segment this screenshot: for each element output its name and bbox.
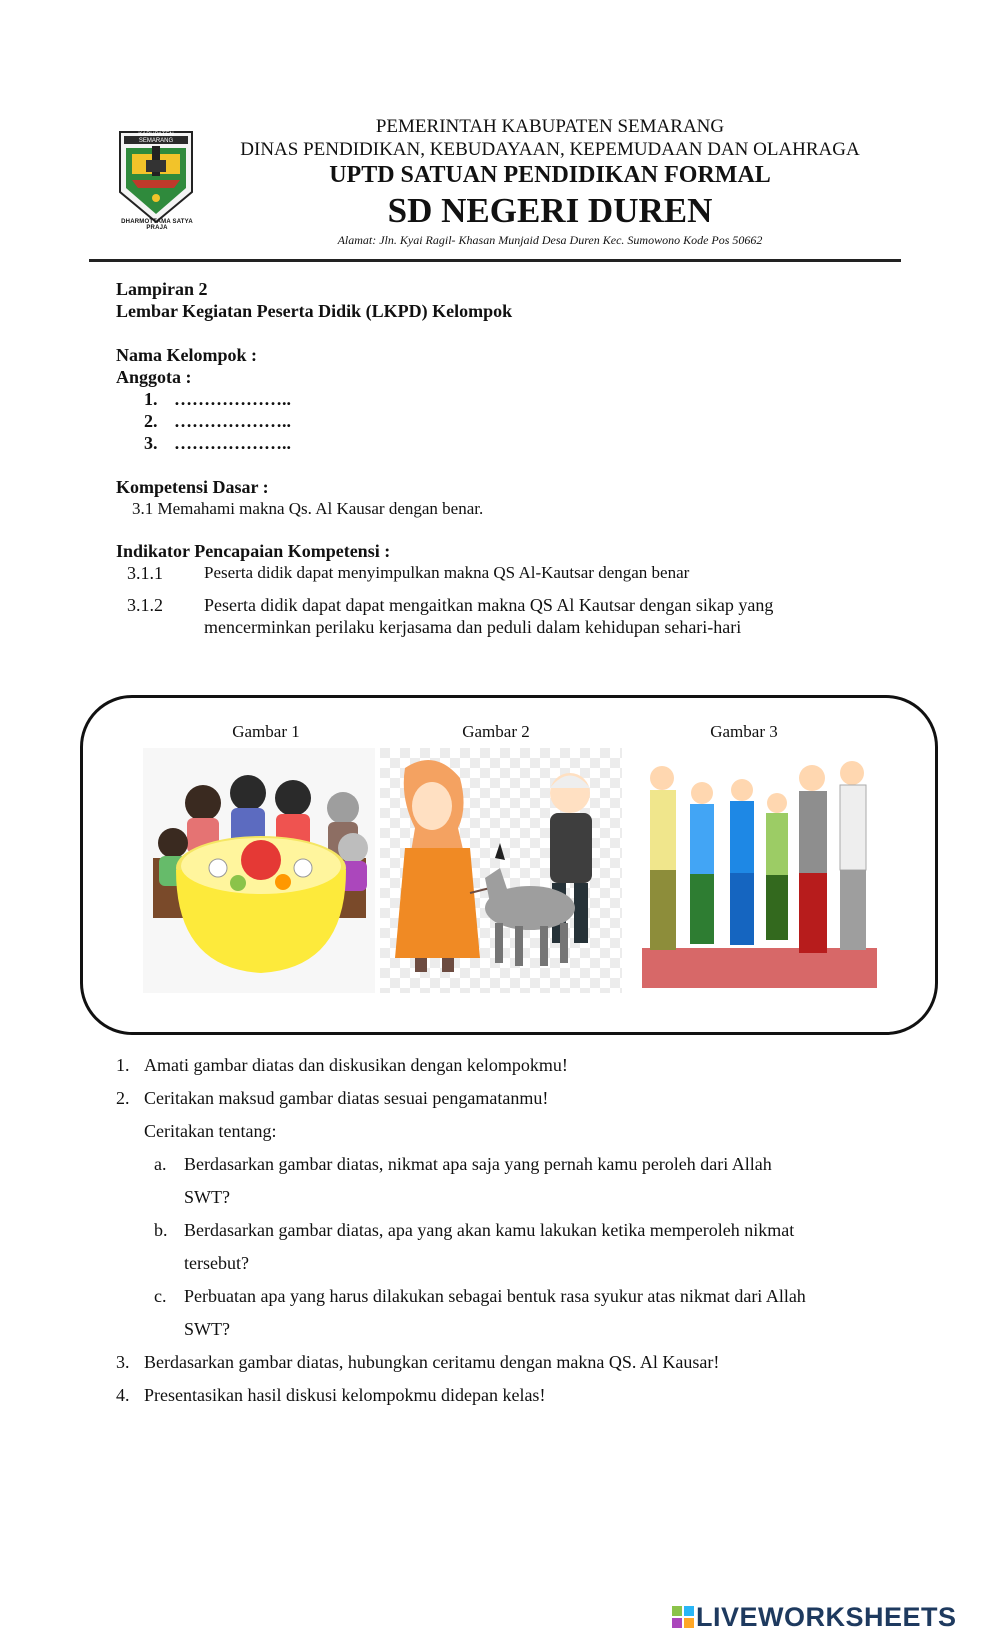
indicator-text-continued: mencerminkan perilaku kerjasama dan peduli dalam kehidupan sehari-hari xyxy=(204,617,742,637)
task-lead-text: Ceritakan tentang: xyxy=(144,1121,277,1141)
task-text: Berdasarkan gambar diatas, hubungkan ceritamu dengan makna QS. Al Kausar! xyxy=(144,1352,720,1372)
task-number: 3. xyxy=(116,1352,130,1372)
subtask-text: Berdasarkan gambar diatas, nikmat apa saja yang pernah kamu peroleh dari Allah xyxy=(184,1154,772,1174)
task-number: 4. xyxy=(116,1385,130,1405)
task-text: Amati gambar diatas dan diskusikan dengan kelompokmu! xyxy=(144,1055,568,1075)
school-name: SD NEGERI DUREN xyxy=(387,191,713,230)
liveworksheets-logo-icon xyxy=(672,1606,694,1628)
task-text: Ceritakan maksud gambar diatas sesuai pengamatanmu! xyxy=(144,1088,549,1108)
subtask-letter: b. xyxy=(154,1220,168,1240)
basic-competency: 3.1 Memahami makna Qs. Al Kausar dengan benar. xyxy=(132,499,484,518)
logo-top-text: KABUPATEN SEMARANG xyxy=(138,132,174,144)
attachment-label: Lampiran 2 xyxy=(116,279,208,299)
members-label: Anggota : xyxy=(116,367,192,387)
picture-caption-1: Gambar 1 xyxy=(232,722,300,741)
member-number: 3. xyxy=(144,433,158,453)
family-meal-illustration xyxy=(143,748,375,993)
indicator-number: 3.1.1 xyxy=(127,563,163,583)
indicator-number: 3.1.2 xyxy=(127,595,163,615)
regency-logo xyxy=(116,130,196,226)
member-blank: ……………….. xyxy=(174,411,291,431)
subtask-letter: a. xyxy=(154,1154,167,1174)
picture-caption-2: Gambar 2 xyxy=(462,722,530,741)
subtask-text-continued: SWT? xyxy=(184,1187,230,1207)
member-blank: ……………….. xyxy=(174,433,291,453)
subtask-text: Berdasarkan gambar diatas, apa yang akan kamu lakukan ketika memperoleh nikmat xyxy=(184,1220,795,1240)
logo-caption: DHARMOTTAMA SATYA PRAJA xyxy=(121,219,193,231)
header-unit: UPTD SATUAN PENDIDIKAN FORMAL xyxy=(329,162,771,188)
goat-sharing-illustration xyxy=(380,748,622,993)
task-number: 1. xyxy=(116,1055,130,1075)
congregational-prayer-illustration xyxy=(642,748,877,993)
member-blank: ……………….. xyxy=(174,389,291,409)
indicator-text: Peserta didik dapat dapat mengaitkan makna QS Al Kautsar dengan sikap yang xyxy=(204,595,774,615)
task-text: Presentasikan hasil diskusi kelompokmu didepan kelas! xyxy=(144,1385,546,1405)
subtask-letter: c. xyxy=(154,1286,167,1306)
indicators-label: Indikator Pencapaian Kompetensi : xyxy=(116,541,391,561)
header-divider xyxy=(89,259,901,262)
task-number: 2. xyxy=(116,1088,130,1108)
indicator-text: Peserta didik dapat menyimpulkan makna QS Al-Kautsar dengan benar xyxy=(204,563,690,582)
subtask-text: Perbuatan apa yang harus dilakukan sebagai bentuk rasa syukur atas nikmat dari Allah xyxy=(184,1286,806,1306)
header-government: PEMERINTAH KABUPATEN SEMARANG xyxy=(375,116,725,137)
basic-competency-label: Kompetensi Dasar : xyxy=(116,477,269,497)
group-name-label: Nama Kelompok : xyxy=(116,345,257,365)
liveworksheets-watermark[interactable]: LIVEWORKSHEETS xyxy=(696,1602,957,1632)
subtask-text-continued: SWT? xyxy=(184,1319,230,1339)
header-department: DINAS PENDIDIKAN, KEBUDAYAAN, KEPEMUDAAN DAN OLAHRAGA xyxy=(240,139,860,160)
member-number: 1. xyxy=(144,389,158,409)
school-address: Alamat: Jln. Kyai Ragil- Khasan Munjaid Desa Duren Kec. Sumowono Kode Pos 50662 xyxy=(337,233,763,247)
member-number: 2. xyxy=(144,411,158,431)
subtask-text-continued: tersebut? xyxy=(184,1253,249,1273)
document-title: Lembar Kegiatan Peserta Didik (LKPD) Kelompok xyxy=(116,301,513,321)
picture-caption-3: Gambar 3 xyxy=(710,722,778,741)
